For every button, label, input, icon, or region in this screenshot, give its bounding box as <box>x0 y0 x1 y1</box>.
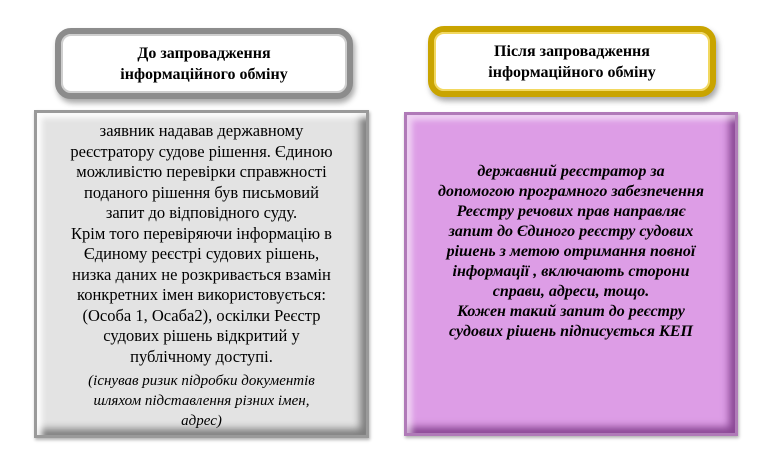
after-header-line-1: Після запровадження <box>494 42 650 60</box>
after-description-text <box>438 162 704 342</box>
after-text-line: Реєстру речових прав направляє <box>456 203 686 220</box>
after-header-line-2: інформаційного обміну <box>488 63 656 81</box>
after-text-line: допомогою програмного забезпечення <box>438 183 704 200</box>
before-text-line: публічному доступі. <box>130 346 273 366</box>
risk-note-line: (існував ризик підробки документів <box>88 373 315 389</box>
before-text-line: поданого рішення був письмовий <box>84 182 319 202</box>
before-text-line: (Особа 1, Осаба2), оскілки Реєстр <box>82 305 321 325</box>
before-text-line: конкретних імен використовується: <box>77 285 326 304</box>
after-text-line: Кожен такий запит до реєстру <box>457 303 685 320</box>
risk-note <box>49 371 354 431</box>
after-text-line: державний реєстратор за <box>477 163 665 180</box>
before-text-line: заявник надавав державному <box>99 121 304 140</box>
before-text-line: низка даних не розкривається взамін <box>72 264 331 284</box>
risk-note-line: адрес) <box>181 413 222 429</box>
after-text-line: рішень з метою отримання повної <box>446 243 696 260</box>
before-text-line: можливістю перевірки справжності <box>76 162 327 181</box>
before-description-panel <box>34 110 369 438</box>
before-text-line: реєстратору судове рішення. Єдиною <box>70 141 333 161</box>
risk-note-line: шляхом підставлення різних імен, <box>93 393 310 409</box>
before-text-line: запит до відповідного суду. <box>105 203 298 222</box>
before-header <box>55 28 353 99</box>
before-text-line: судових рішень відкритий у <box>103 326 300 345</box>
after-description-panel <box>404 112 738 436</box>
before-header-line-1: До запровадження <box>137 44 271 62</box>
before-description-text <box>49 121 354 367</box>
before-text-line: Єдиному реєстрі судових рішень, <box>83 244 320 263</box>
after-text-line: справи, адреси, тощо. <box>492 283 650 300</box>
after-header <box>428 26 716 97</box>
after-text-line: запит до Єдиного реєстру судових <box>448 223 694 240</box>
before-text-line: Крім того перевіряючи інформацію в <box>71 223 332 243</box>
after-text-line: судових рішень підписується КЕП <box>449 323 693 340</box>
after-text-line: інформації , включають сторони <box>452 263 690 280</box>
before-header-line-2: інформаційного обміну <box>120 65 288 83</box>
